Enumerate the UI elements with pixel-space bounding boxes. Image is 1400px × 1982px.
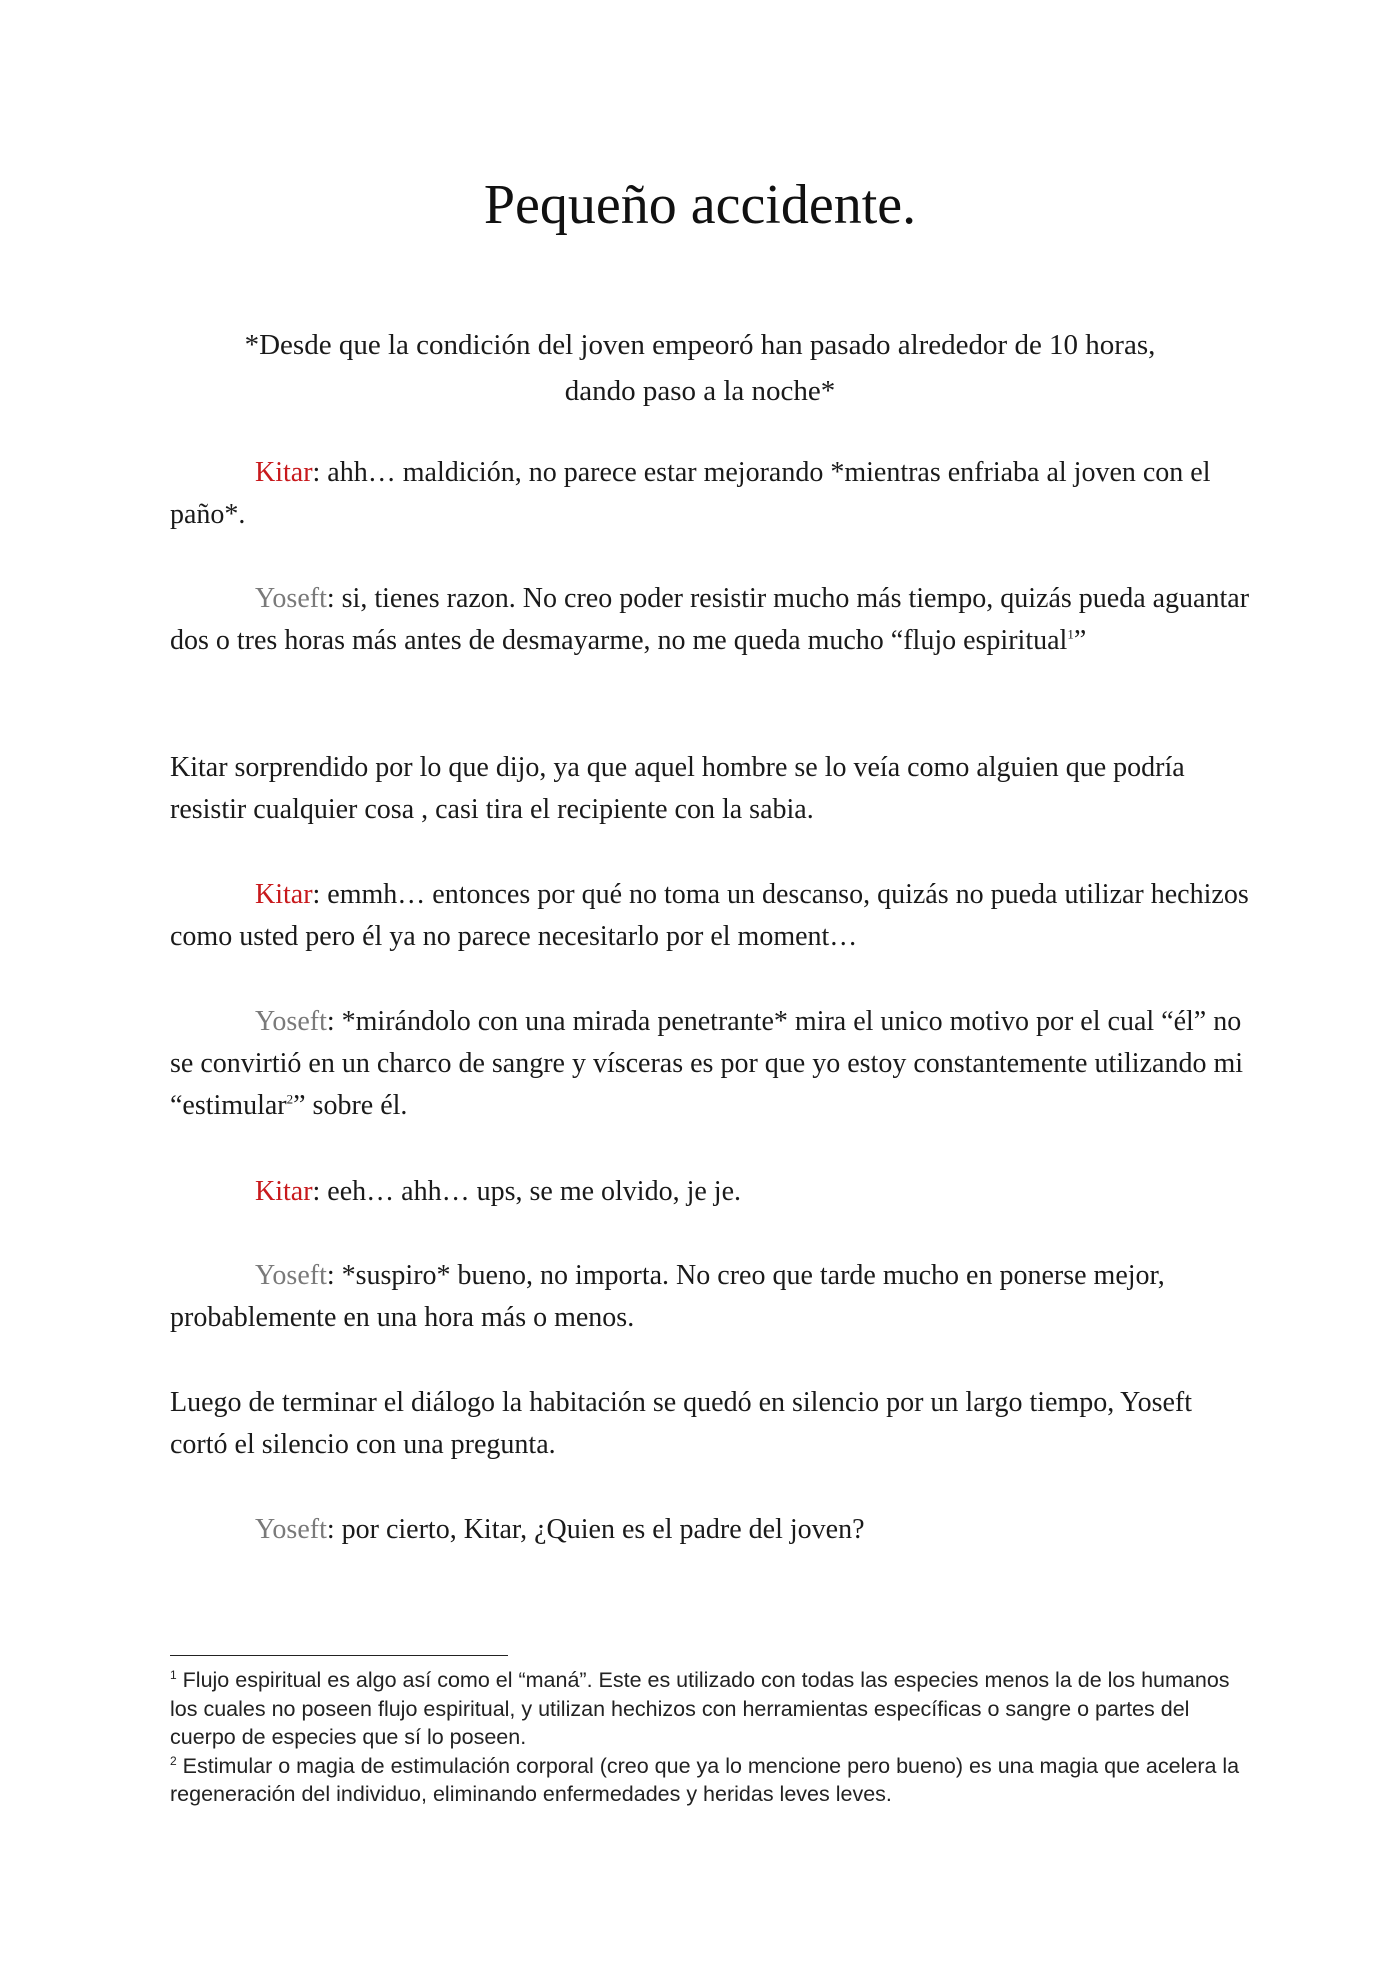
intro-line-2: dando paso a la noche* <box>564 375 836 407</box>
speaker-yoseft: Yoseft <box>255 1006 327 1037</box>
intro-line-1: *Desde que la condición del joven empeoró han pasado alrededor de 10 horas, <box>244 329 1156 361</box>
speaker-yoseft: Yoseft <box>255 583 327 614</box>
dialogue-text: : *mirándolo con una mirada penetrante* mira el unico motivo por el cual “él” no se convirtió en un charco de sangre y vísceras es por que yo estoy constantemente utilizando mi “estimular <box>170 1006 1243 1121</box>
footnote-ref-2[interactable]: 2 <box>286 1091 294 1107</box>
footnote-1 <box>170 1666 1250 1752</box>
dialogue-paragraph-kitar <box>170 452 1250 536</box>
speaker-kitar: Kitar <box>255 457 313 488</box>
dialogue-paragraph-kitar <box>170 874 1250 958</box>
speaker-kitar: Kitar <box>255 879 313 910</box>
footnote-text: Flujo espiritual es algo así como el “maná”. Este es utilizado con todas las especies menos la de los humanos los cuales no poseen flujo espiritual, y utilizan hechizos con herramientas específicas o sangre o partes del cuerpo de especies que sí lo poseen. <box>170 1668 1230 1749</box>
dialogue-text-after: ” <box>1073 625 1087 656</box>
footnotes <box>170 1666 1250 1809</box>
dialogue-text: : ahh… maldición, no parece estar mejorando *mientras enfriaba al joven con el paño*. <box>170 457 1211 530</box>
intro-narration <box>160 322 1240 414</box>
footnote-ref-1[interactable]: 1 <box>1067 626 1074 642</box>
dialogue-text: : eeh… ahh… ups, se me olvido, je je. <box>312 1176 741 1207</box>
dialogue-paragraph-kitar <box>170 1171 1250 1213</box>
dialogue-paragraph-yoseft <box>170 1255 1250 1339</box>
speaker-yoseft: Yoseft <box>255 1260 327 1291</box>
dialogue-text: : *suspiro* bueno, no importa. No creo que tarde mucho en ponerse mejor, probablemente en una hora más o menos. <box>170 1260 1165 1333</box>
footnote-number: 2 <box>170 1753 177 1768</box>
narration-paragraph <box>170 747 1250 831</box>
narration-text: Luego de terminar el diálogo la habitación se quedó en silencio por un largo tiempo, Yoseft cortó el silencio con una pregunta. <box>170 1387 1193 1460</box>
page-title: Pequeño accidente. <box>483 174 917 236</box>
speaker-yoseft: Yoseft <box>255 1514 327 1545</box>
dialogue-paragraph-yoseft <box>170 1509 1250 1551</box>
dialogue-text: : emmh… entonces por qué no toma un descanso, quizás no pueda utilizar hechizos como usted pero él ya no parece necesitarlo por el moment… <box>170 879 1249 952</box>
dialogue-text: : por cierto, Kitar, ¿Quien es el padre del joven? <box>326 1514 865 1545</box>
footnote-divider <box>170 1655 508 1656</box>
footnote-text: Estimular o magia de estimulación corporal (creo que ya lo mencione pero bueno) es una magia que acelera la regeneración del individuo, eliminando enfermedades y heridas leves leves. <box>170 1753 1240 1806</box>
narration-text: Kitar sorprendido por lo que dijo, ya que aquel hombre se lo veía como alguien que podría resistir cualquier cosa , casi tira el recipiente con la sabia. <box>170 752 1185 825</box>
dialogue-text: : si, tienes razon. No creo poder resistir mucho más tiempo, quizás pueda aguantar dos o tres horas más antes de desmayarme, no me queda mucho “flujo espiritual <box>170 583 1250 656</box>
dialogue-text-after: ” sobre él. <box>293 1090 408 1121</box>
dialogue-paragraph-yoseft <box>170 1001 1250 1127</box>
footnote-2 <box>170 1752 1250 1809</box>
footnote-number: 1 <box>170 1667 177 1682</box>
dialogue-paragraph-yoseft <box>170 578 1250 662</box>
narration-paragraph <box>170 1382 1250 1466</box>
speaker-kitar: Kitar <box>255 1176 313 1207</box>
